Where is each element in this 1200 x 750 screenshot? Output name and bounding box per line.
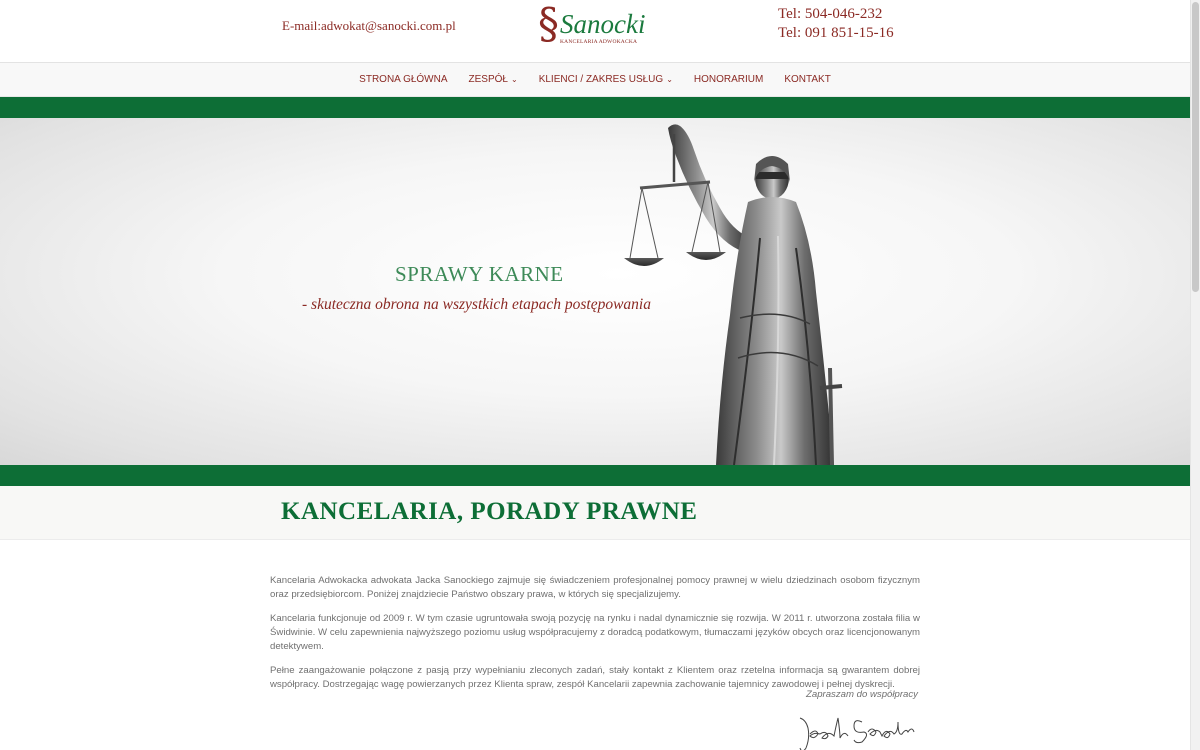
logo-name: Sanocki <box>560 9 646 39</box>
nav-item-fees[interactable] <box>683 63 773 97</box>
phone-1[interactable]: Tel: 504-046-232 <box>778 6 883 22</box>
nav-item-label: KONTAKT <box>784 74 831 85</box>
nav-item-label: ZESPÓŁ <box>468 74 508 85</box>
content-paragraph: Pełne zaangażowanie połączone z pasją przy wypełnianiu zleconych zadań, stały kontakt z Klientem oraz rzetelna informacja są gwarantem dobrej współpracy. Dostrzegając wagę powierzanych przez Klienta spraw, zespół Kancelarii zapewnia zachowanie tajemnicy zawodowej i pełnej dyskrecji. <box>270 665 920 690</box>
nav-list <box>0 63 1190 97</box>
phone-2[interactable]: Tel: 091 851-15-16 <box>778 25 894 41</box>
nav-item-label: STRONA GŁÓWNA <box>359 74 448 85</box>
page-title: KANCELARIA, PORADY PRAWNE <box>281 498 698 525</box>
content-paragraph: Kancelaria Adwokacka adwokata Jacka Sanockiego zajmuje się świadczeniem profesjonalnej pomocy prawnej w wielu dziedzinach osobom fizycznym oraz przedsiębiorcom. Poniżej znajdziecie Państwo obszary prawa, w których się specjalizujemy. <box>270 575 920 600</box>
content-paragraph: Kancelaria funkcjonuje od 2009 r. W tym czasie ugruntowała swoją pozycję na rynku i nadal dynamicznie się rozwija. W 2011 r. utworzona została filia w Świdwinie. W celu zapewnienia najwyższego poziomu usług współpracujemy z doradcą podatkowym, tłumaczami języków obcych oraz licencjonowanym detektywem. <box>270 613 920 652</box>
main-content <box>270 574 920 702</box>
nav-item-label: HONORARIUM <box>693 74 764 85</box>
nav-item-clients-services[interactable] <box>528 63 683 97</box>
nav-item-home[interactable] <box>349 63 458 97</box>
main-nav <box>0 63 1190 97</box>
hero-green-bar-top <box>0 97 1190 118</box>
paragraph-section-icon: § <box>538 0 559 48</box>
nav-item-contact[interactable] <box>774 63 841 97</box>
site-logo[interactable] <box>538 0 646 55</box>
hero-subtitle: - skuteczna obrona na wszystkich etapach postępowania <box>302 296 651 313</box>
nav-item-label: KLIENCI / ZAKRES USŁUG <box>538 74 664 85</box>
handwritten-signature-image <box>796 712 926 750</box>
phone-numbers <box>778 5 894 43</box>
top-header <box>0 0 1190 63</box>
scrollbar-thumb[interactable] <box>1192 2 1199 292</box>
closing-line: Zapraszam do współpracy <box>806 689 918 700</box>
logo-subtitle: KANCELARIA ADWOKACKA <box>560 39 638 45</box>
email-link[interactable]: E-mail:adwokat@sanocki.com.pl <box>282 18 456 33</box>
hero-slider <box>0 118 1190 465</box>
chevron-down-icon: ⌄ <box>511 75 518 84</box>
hero-green-bar-bottom <box>0 465 1190 486</box>
vertical-scrollbar[interactable] <box>1190 0 1200 750</box>
section-title-band <box>0 486 1190 540</box>
chevron-down-icon: ⌄ <box>666 75 673 84</box>
nav-item-team[interactable] <box>458 63 528 97</box>
lady-justice-statue-image <box>620 118 870 465</box>
hero-title: SPRAWY KARNE <box>395 262 564 286</box>
